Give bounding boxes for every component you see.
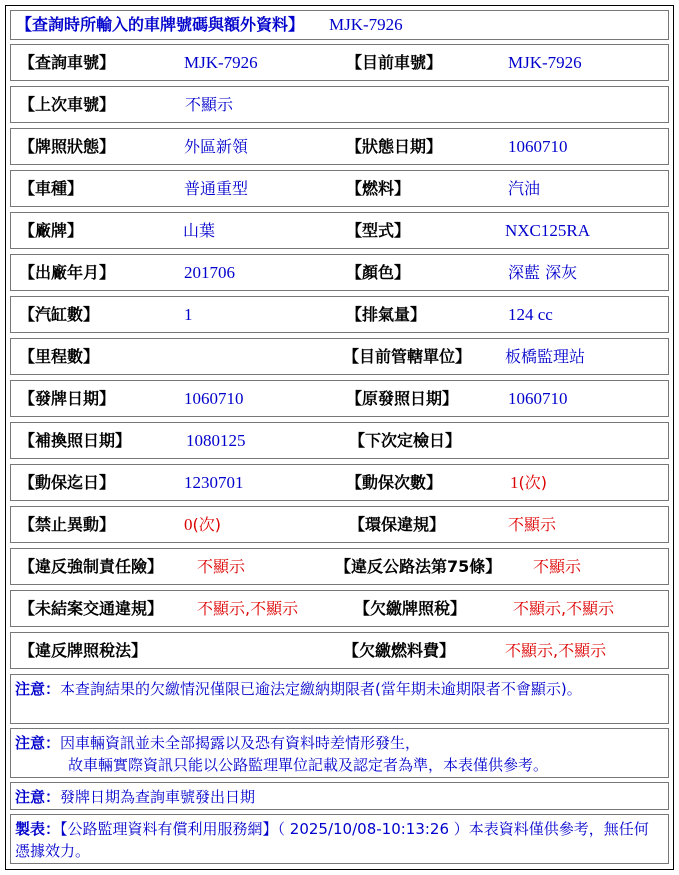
note-body: 本查詢結果的欠繳情況僅限已逾法定繳納期限者(當年期未逾期限者不會顯示)。 <box>60 680 582 698</box>
label-highway-law-violation: 【違反公路法第75條】 <box>335 557 502 576</box>
label-transfer-ban: 【禁止異動】 <box>19 515 116 534</box>
label-color: 【顏色】 <box>346 263 411 282</box>
value-lien-count <box>510 474 547 492</box>
note-disclaimer <box>10 728 669 778</box>
row-replacement-date <box>10 422 669 459</box>
label-original-issue-date: 【原發照日期】 <box>346 389 459 408</box>
label-vehicle-type: 【車種】 <box>19 179 84 198</box>
label-license-status: 【牌照狀態】 <box>19 137 116 156</box>
row-transfer-ban <box>10 506 669 543</box>
note-body: 【公路監理資料有償利用服務網】（ 2025/10/08-10:13:26 ）本表資料僅供參考，無任何憑據效力。 <box>15 820 649 860</box>
row-mileage <box>10 338 669 375</box>
lien-count-number: 1 <box>510 473 519 492</box>
label-license-tax-law: 【違反牌照稅法】 <box>19 641 148 660</box>
note-disclaimer-text <box>15 732 662 776</box>
value-insurance-violation: 不顯示 <box>197 557 246 576</box>
label-brand: 【廠牌】 <box>19 221 84 240</box>
title-prefix: 【查詢時所輸入的車牌號碼與額外資料】 <box>16 15 305 34</box>
value-highway-law-violation: 不顯示 <box>533 557 582 576</box>
note-line-2: 故車輛實際資訊只能以公路監理單位記載及認定者為準，本表僅供參考。 <box>68 756 549 774</box>
row-query-plate <box>10 44 669 81</box>
label-insurance-violation: 【違反強制責任險】 <box>19 557 164 576</box>
label-replacement-date: 【補換照日期】 <box>19 431 132 450</box>
note-footer <box>10 814 669 864</box>
value-fuel: 汽油 <box>508 179 541 198</box>
note-issue-date-text <box>15 786 662 808</box>
row-license-status <box>10 128 669 165</box>
value-current-plate: MJK-7926 <box>508 53 582 72</box>
row-unresolved-violations <box>10 590 669 627</box>
label-lien-count: 【動保次數】 <box>346 473 443 492</box>
row-vehicle-type <box>10 170 669 207</box>
label-displacement: 【排氣量】 <box>346 305 427 324</box>
title-box <box>10 10 669 40</box>
row-cylinders <box>10 296 669 333</box>
lien-count-unit: (次) <box>518 473 547 492</box>
label-previous-plate: 【上次車號】 <box>19 95 116 114</box>
note-body: 發牌日期為查詢車號發出日期 <box>60 788 256 806</box>
label-lien-end-date: 【動保迄日】 <box>19 473 116 492</box>
label-manufacture-date: 【出廠年月】 <box>19 263 116 282</box>
note-overdue <box>10 674 669 724</box>
value-unpaid-fuel-fee: 不顯示,不顯示 <box>505 641 607 660</box>
note-head: 注意： <box>15 680 61 698</box>
value-original-issue-date: 1060710 <box>508 389 568 408</box>
label-unpaid-fuel-fee: 【欠繳燃料費】 <box>343 641 456 660</box>
value-vehicle-type: 普通重型 <box>184 179 249 198</box>
row-lien-end-date <box>10 464 669 501</box>
note-overdue-text <box>15 678 662 700</box>
note-head: 注意： <box>15 788 61 806</box>
value-unresolved-violations: 不顯示,不顯示 <box>197 599 299 618</box>
value-model: NXC125RA <box>505 221 591 240</box>
label-env-violation: 【環保違規】 <box>349 515 446 534</box>
value-unpaid-license-tax: 不顯示,不顯示 <box>513 599 615 618</box>
value-cylinders: 1 <box>184 305 193 324</box>
label-query-plate: 【查詢車號】 <box>19 53 116 72</box>
note-head: 注意： <box>15 734 61 752</box>
value-color: 深藍 深灰 <box>508 263 578 282</box>
label-jurisdiction: 【目前管轄單位】 <box>343 347 472 366</box>
note-line-1: 因車輛資訊並未全部揭露以及恐有資料時差情形發生， <box>60 734 421 752</box>
value-lien-end-date: 1230701 <box>184 473 244 492</box>
label-model: 【型式】 <box>346 221 411 240</box>
value-brand: 山葉 <box>183 221 216 240</box>
label-current-plate: 【目前車號】 <box>346 53 443 72</box>
label-mileage: 【里程數】 <box>19 347 100 366</box>
value-replacement-date: 1080125 <box>186 431 246 450</box>
row-manufacture-date <box>10 254 669 291</box>
row-brand <box>10 212 669 249</box>
row-previous-plate <box>10 86 669 123</box>
note-issue-date <box>10 782 669 810</box>
row-license-tax-law <box>10 632 669 669</box>
label-cylinders: 【汽缸數】 <box>19 305 100 324</box>
value-query-plate: MJK-7926 <box>184 53 258 72</box>
value-transfer-ban <box>184 516 221 534</box>
label-unresolved-violations: 【未結案交通違規】 <box>19 599 164 618</box>
value-license-status: 外區新領 <box>184 137 249 156</box>
value-env-violation: 不顯示 <box>508 515 557 534</box>
title-plate: MJK-7926 <box>329 15 403 34</box>
label-status-date: 【狀態日期】 <box>346 137 443 156</box>
value-manufacture-date: 201706 <box>184 263 235 282</box>
label-fuel: 【燃料】 <box>346 179 411 198</box>
value-status-date: 1060710 <box>508 137 568 156</box>
label-next-inspection: 【下次定檢日】 <box>349 431 462 450</box>
value-displacement: 124 cc <box>508 305 553 324</box>
label-unpaid-license-tax: 【欠繳牌照稅】 <box>354 599 467 618</box>
note-head: 製表： <box>15 820 61 838</box>
value-issue-date: 1060710 <box>184 389 244 408</box>
transfer-ban-number: 0 <box>184 515 193 534</box>
row-insurance-violation <box>10 548 669 585</box>
label-issue-date: 【發牌日期】 <box>19 389 116 408</box>
value-previous-plate: 不顯示 <box>185 95 234 114</box>
value-jurisdiction: 板橋監理站 <box>505 347 586 366</box>
note-footer-text <box>15 818 662 862</box>
row-issue-date <box>10 380 669 417</box>
transfer-ban-unit: (次) <box>192 515 221 534</box>
